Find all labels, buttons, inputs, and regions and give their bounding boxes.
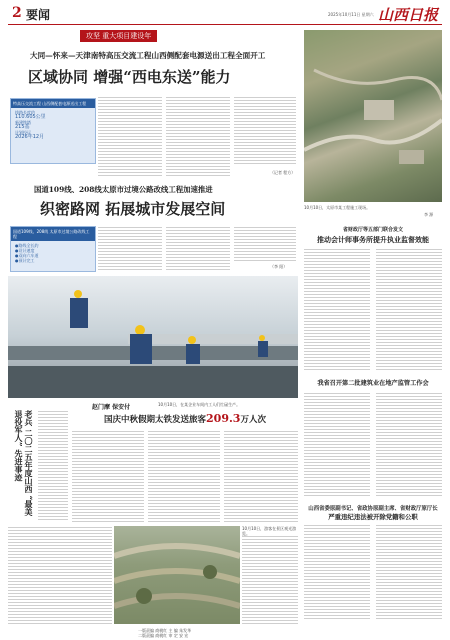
terrace-caption-text: 10月10日，游客在景区观光游览。 <box>242 526 297 536</box>
top-kicker: 大同—怀来—天津南特高压交流工程山西侧配套电源送出工程全面开工 <box>30 51 266 60</box>
holiday-headline <box>72 412 298 425</box>
side-headline-line: 二〇二五年度山西 <box>24 428 34 493</box>
road-infobox <box>10 226 96 272</box>
aerial-photo <box>304 30 442 202</box>
infobox-line: ●双向六车道 <box>15 253 39 258</box>
audit-kicker: 省财政厅等五部门联合发文 <box>342 227 403 233</box>
aerial-photo-art <box>304 30 442 202</box>
bottom-left-article <box>8 526 112 624</box>
holiday-body-col2 <box>148 430 220 522</box>
infobox-line: ●设计速度 <box>15 248 35 253</box>
construction-body-col2 <box>376 392 442 496</box>
infobox-line: 新建铁塔 <box>15 120 31 125</box>
construction-story <box>304 378 442 498</box>
side-story <box>8 410 68 520</box>
aerial-photo-credit: 李 源 <box>424 212 434 217</box>
factory-photo-credit: 10月10日，在某企业车间内工人们忙碌生产。 <box>158 402 241 407</box>
top-story <box>8 30 298 180</box>
footer-editor-line2: 二版责编 商桃红 审 定 安 宏 <box>138 633 189 638</box>
road-headline: 织密路网 拓展城市发展空间 <box>40 200 226 218</box>
infobox-line: ●预计完工 <box>15 258 35 263</box>
top-credit: （记者 程方） <box>270 170 296 175</box>
discipline-headline-line1: 山西省委原副书记、省政协原副主席、省财政厅原厅长 <box>308 506 438 512</box>
top-body-col2 <box>166 96 230 176</box>
infobox-line: 215基 <box>15 124 30 130</box>
terrace-photo-art <box>114 526 240 624</box>
paper-name: 山西日报 <box>378 6 439 24</box>
road-infobox-title: 国道109线、208线 太原市过境公路改线工程 <box>11 227 95 241</box>
infobox-line: 线路长度约 <box>15 110 35 115</box>
top-headline: 区域协同 增强“西电东送”能力 <box>28 68 231 86</box>
holiday-story <box>72 412 298 522</box>
factory-photo-caption: 赵门摩 保安付 <box>92 404 131 411</box>
top-body-col1 <box>98 96 162 176</box>
factory-photo <box>8 276 298 398</box>
discipline-headline-line2: 严重违纪违法被开除党籍和公职 <box>328 513 418 521</box>
audit-story <box>304 226 442 372</box>
side-headline-line: 先进事迹 <box>14 449 24 482</box>
side-headline-line: “最美退役军人” <box>14 410 34 517</box>
footer-editor-line1: 一版责编 商桃红 主 编 朱发华 <box>138 628 192 633</box>
audit-body-col2 <box>376 248 442 370</box>
holiday-headline-suffix: 万人次 <box>240 415 266 425</box>
issue-date: 2025年10月11日 星期六 <box>328 12 374 17</box>
top-infobox-title: 特高压交流工程 山西侧配套电源送出工程 <box>11 99 95 108</box>
road-body-col1 <box>98 226 162 270</box>
construction-headline: 我省召开第二批建筑业在地产监管工作会 <box>317 380 429 387</box>
holiday-headline-prefix: 国庆中秋假期太铁发送旅客 <box>104 415 207 425</box>
top-infobox <box>10 98 96 164</box>
infobox-line: 110.605公里 <box>15 114 46 120</box>
masthead-rule <box>8 24 442 25</box>
holiday-body-col3 <box>224 430 298 522</box>
side-headline-line: 老兵 <box>24 410 34 426</box>
holiday-headline-number: 209.3 <box>206 412 241 425</box>
holiday-body-col1 <box>72 430 144 522</box>
footer <box>8 628 442 638</box>
top-body-col3 <box>234 96 296 166</box>
audit-body-col1 <box>304 248 370 370</box>
infobox-line: ●路线全长约 <box>15 243 39 248</box>
masthead <box>8 4 442 24</box>
infobox-line: 计划投运 <box>15 130 31 135</box>
discipline-story <box>304 504 442 624</box>
page-number: 2 <box>12 5 22 21</box>
infobox-line: 2026年12月 <box>15 134 45 140</box>
discipline-body-col2 <box>376 524 442 620</box>
road-kicker: 国道109线、208线太原市过境公路改线工程加速推进 <box>34 185 213 194</box>
factory-photo-art <box>8 276 298 398</box>
audit-headline: 推动会计师事务所提升执业监督效能 <box>317 235 429 244</box>
campaign-tag: 攻坚 重大项目建设年 <box>80 30 157 42</box>
discipline-body-col1 <box>304 524 370 620</box>
terrace-photo <box>114 526 240 624</box>
aerial-photo-caption: 10月10日，太原市某工程施工现场。 <box>304 205 371 210</box>
road-body-col3 <box>234 226 296 262</box>
road-credit: （李 阳） <box>270 264 288 269</box>
side-headline <box>8 410 34 520</box>
road-body-col2 <box>166 226 230 270</box>
construction-body-col1 <box>304 392 370 496</box>
terrace-photo-caption <box>242 526 298 624</box>
section-title: 要闻 <box>26 8 51 22</box>
road-story <box>8 182 298 272</box>
side-body <box>38 410 68 520</box>
